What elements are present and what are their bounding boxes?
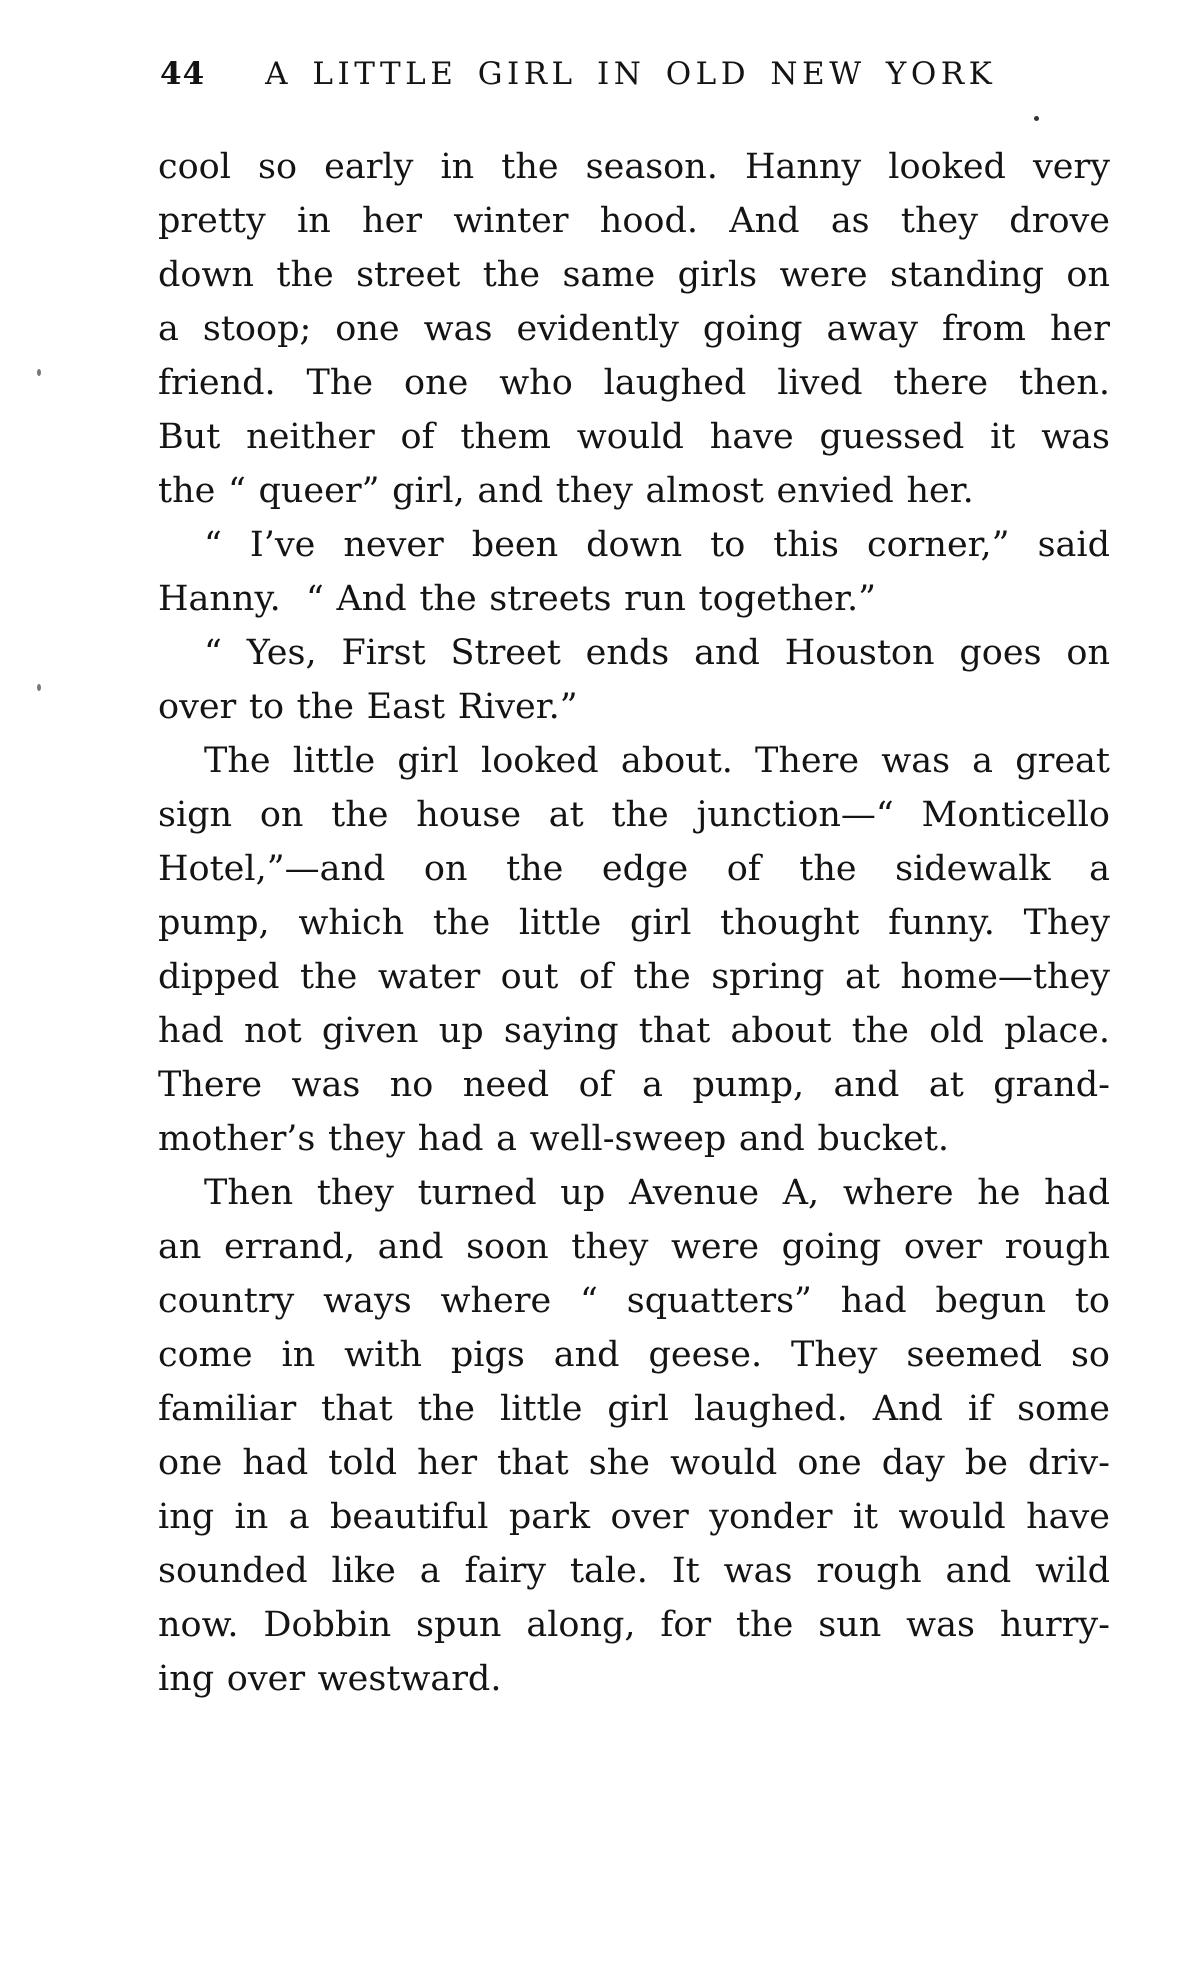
running-title: A LITTLE GIRL IN OLD NEW YORK: [265, 56, 997, 92]
text-line: sign on the house at the junction—“ Monticello: [158, 795, 1110, 835]
text-line: familiar that the little girl laughed. And if some: [158, 1389, 1110, 1429]
paragraph: [158, 140, 1110, 518]
page-header: [160, 56, 1110, 92]
text-line: Then they turned up Avenue A, where he had: [204, 1173, 1110, 1213]
text-line: “ Yes, First Street ends and Houston goes on: [204, 633, 1110, 673]
text-line: ing in a beautiful park over yonder it would have: [158, 1497, 1110, 1537]
text-line: had not given up saying that about the old place.: [158, 1011, 1110, 1051]
text-line: now. Dobbin spun along, for the sun was hurry-: [158, 1605, 1110, 1645]
text-line: The little girl looked about. There was a great: [204, 741, 1110, 781]
text-line: “ I’ve never been down to this corner,” said: [204, 525, 1110, 565]
text-line: friend. The one who laughed lived there then.: [158, 363, 1110, 403]
scan-speck: [37, 369, 41, 376]
page-body: [158, 140, 1110, 1706]
text-line: country ways where “ squatters” had begun to: [158, 1281, 1110, 1321]
paragraph: [158, 1166, 1110, 1706]
text-line: the “ queer” girl, and they almost envied her.: [158, 471, 974, 511]
scan-speck: [1034, 116, 1039, 121]
text-line: There was no need of a pump, and at grand-: [158, 1065, 1110, 1105]
paragraph: [158, 626, 1110, 734]
text-line: dipped the water out of the spring at home—they: [158, 957, 1110, 997]
text-line: an errand, and soon they were going over rough: [158, 1227, 1110, 1267]
text-line: mother’s they had a well-sweep and bucket.: [158, 1119, 950, 1159]
text-line: pump, which the little girl thought funny. They: [158, 903, 1110, 943]
text-line: cool so early in the season. Hanny looked very: [158, 147, 1110, 187]
paragraph: [158, 734, 1110, 1166]
text-line: Hanny. “ And the streets run together.”: [158, 579, 877, 619]
text-line: pretty in her winter hood. And as they drove: [158, 201, 1110, 241]
text-line: ing over westward.: [158, 1659, 502, 1699]
scan-speck: [37, 684, 41, 691]
paragraph: [158, 518, 1110, 626]
page-number: 44: [160, 56, 206, 92]
text-line: come in with pigs and geese. They seemed so: [158, 1335, 1110, 1375]
text-line: a stoop; one was evidently going away from her: [158, 309, 1110, 349]
text-line: over to the East River.”: [158, 687, 578, 727]
text-line: Hotel,”—and on the edge of the sidewalk a: [158, 849, 1110, 889]
text-line: But neither of them would have guessed it was: [158, 417, 1110, 457]
text-line: one had told her that she would one day be driv-: [158, 1443, 1110, 1483]
text-line: down the street the same girls were standing on: [158, 255, 1110, 295]
text-line: sounded like a fairy tale. It was rough and wild: [158, 1551, 1110, 1591]
